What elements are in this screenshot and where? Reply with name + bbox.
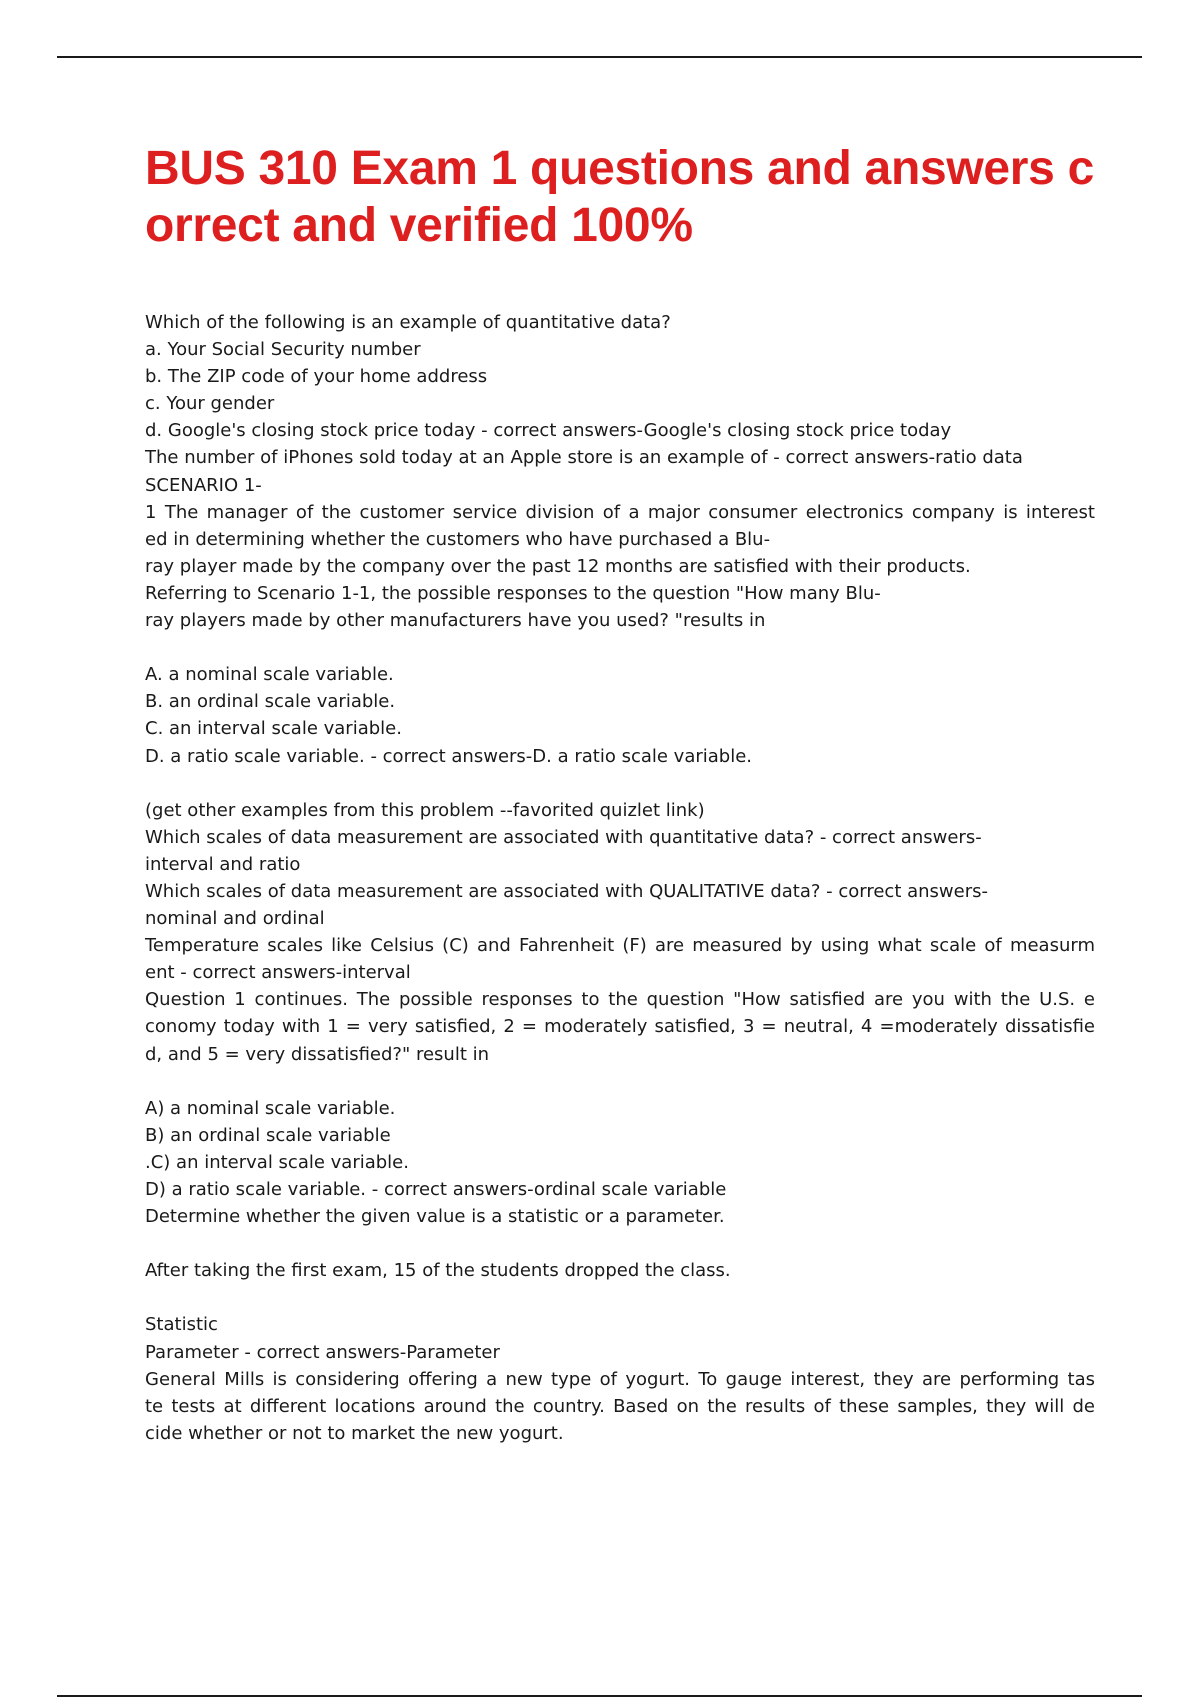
text-line: interval and ratio xyxy=(145,853,301,875)
text-line: Question 1 continues. The possible responses to the question "How satisfied are you with the U.S. e xyxy=(145,989,1095,1011)
text-line: After taking the first exam, 15 of the students dropped the class. xyxy=(145,1260,731,1282)
text-line: D) a ratio scale variable. - correct answers-ordinal scale variable xyxy=(145,1179,727,1200)
text-line: conomy today with 1 = very satisfied, 2 = moderately satisfied, 3 = neutral, 4 =moderately dissatisfie xyxy=(145,1016,1095,1038)
text-line: b. The ZIP code of your home address xyxy=(145,366,488,388)
text-line: d, and 5 = very dissatisfied?" result in xyxy=(145,1043,490,1065)
text-line: ray player made by the company over the past 12 months are satisfied with their products. xyxy=(145,555,971,577)
title-line: orrect and verified 100% xyxy=(145,199,693,252)
text-line: D. a ratio scale variable. - correct answers-D. a ratio scale variable. xyxy=(145,745,753,767)
text-line: c. Your gender xyxy=(145,393,275,415)
text-line: B) an ordinal scale variable xyxy=(145,1124,391,1146)
blank-line xyxy=(145,1284,1095,1311)
bottom-rule xyxy=(57,1695,1142,1697)
text-line: General Mills is considering offering a new type of yogurt. To gauge interest, they are performing tas xyxy=(145,1368,1095,1390)
text-line: nominal and ordinal xyxy=(145,908,325,930)
text-line: Determine whether the given value is a statistic or a parameter. xyxy=(145,1206,725,1228)
text-line: Temperature scales like Celsius (C) and Fahrenheit (F) are measured by using what scale of measurm xyxy=(145,935,1095,957)
top-rule xyxy=(57,56,1142,58)
text-line: ed in determining whether the customers who have purchased a Blu- xyxy=(145,528,771,550)
text-line: Which of the following is an example of quantitative data? xyxy=(145,312,671,333)
text-line: Referring to Scenario 1-1, the possible responses to the question "How many Blu- xyxy=(145,582,881,604)
text-line: B. an ordinal scale variable. xyxy=(145,691,396,713)
text-line: A) a nominal scale variable. xyxy=(145,1097,396,1119)
text-line: 1 The manager of the customer service division of a major consumer electronics company is interest xyxy=(145,501,1095,523)
text-line: cide whether or not to market the new yogurt. xyxy=(145,1422,564,1444)
document-body xyxy=(145,309,1095,1447)
text-line: SCENARIO 1- xyxy=(145,474,262,496)
text-line: Which scales of data measurement are associated with QUALITATIVE data? - correct answers- xyxy=(145,880,988,902)
title-line: BUS 310 Exam 1 questions and answers c xyxy=(145,142,1094,195)
text-line: Statistic xyxy=(145,1314,218,1336)
text-line: .C) an interval scale variable. xyxy=(145,1151,409,1173)
text-line: (get other examples from this problem --favorited quizlet link) xyxy=(145,799,705,821)
text-line: te tests at different locations around the country. Based on the results of these samples, they will de xyxy=(145,1395,1095,1417)
text-line: a. Your Social Security number xyxy=(145,339,421,361)
text-line: ray players made by other manufacturers have you used? "results in xyxy=(145,610,766,632)
blank-line xyxy=(145,1230,1095,1257)
document-title xyxy=(145,140,1095,254)
blank-line xyxy=(145,1068,1095,1095)
text-line: Which scales of data measurement are associated with quantitative data? - correct answers- xyxy=(145,826,982,848)
text-line: A. a nominal scale variable. xyxy=(145,664,394,686)
text-line: d. Google's closing stock price today - correct answers-Google's closing stock price today xyxy=(145,420,952,442)
text-line: The number of iPhones sold today at an Apple store is an example of - correct answers-ratio data xyxy=(145,447,1023,469)
text-line: Parameter - correct answers-Parameter xyxy=(145,1341,500,1363)
blank-line xyxy=(145,770,1095,797)
text-line: ent - correct answers-interval xyxy=(145,962,411,984)
blank-line xyxy=(145,634,1095,661)
text-line: C. an interval scale variable. xyxy=(145,718,402,740)
